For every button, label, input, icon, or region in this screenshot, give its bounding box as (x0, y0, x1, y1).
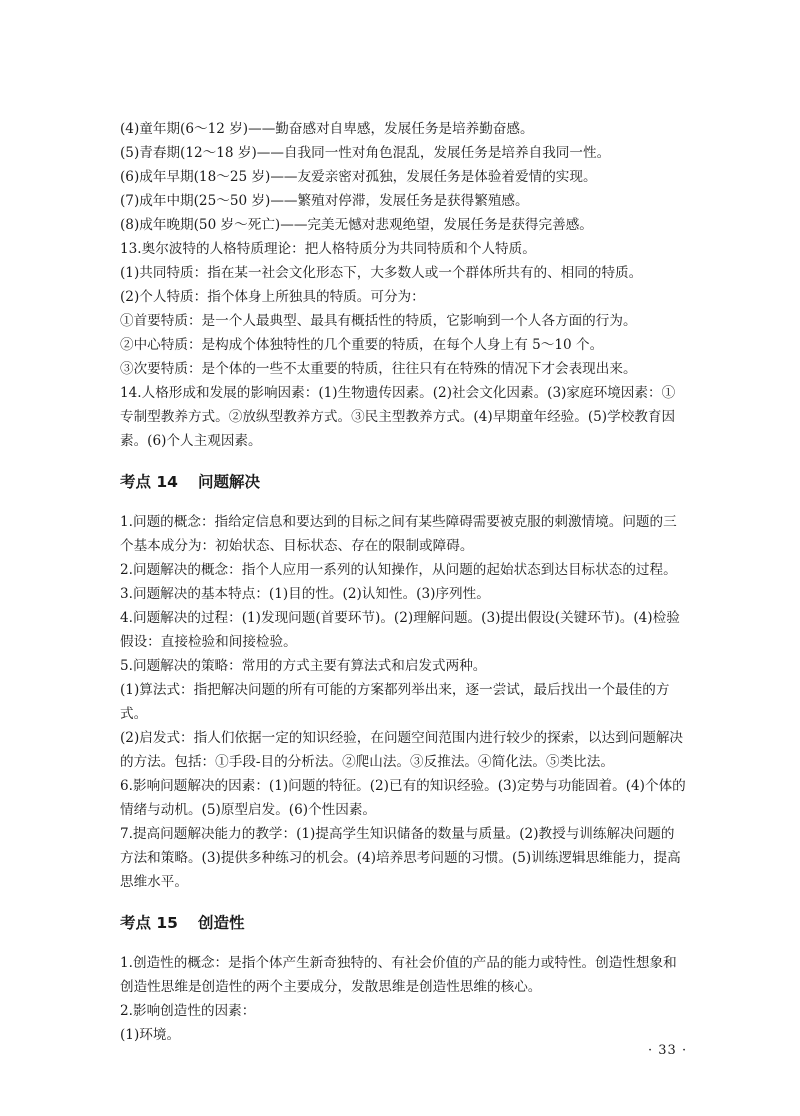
paragraph: 7.提高问题解决能力的教学：(1)提高学生知识储备的数量与质量。(2)教授与训练解决问题的方法和策略。(3)提供多种练习的机会。(4)培养思考问题的习惯。(5)训练逻辑思维能力，提高思维水平。 (120, 826, 681, 890)
section-label: 考点 15 (120, 914, 178, 932)
section-label: 考点 14 (120, 473, 178, 491)
section-title: 创造性 (197, 914, 245, 932)
paragraph: (2)个人特质：指个体身上所独具的特质。可分为： (120, 289, 425, 305)
section-heading-15 (120, 911, 687, 935)
paragraph: 6.影响问题解决的因素：(1)问题的特征。(2)已有的知识经验。(3)定势与功能固着。(4)个体的情绪与动机。(5)原型启发。(6)个性因素。 (120, 778, 686, 818)
paragraph: (7)成年中期(25～50 岁)——繁殖对停滞，发展任务是获得繁殖感。 (120, 193, 529, 209)
paragraph: 4.问题解决的过程：(1)发现问题(首要环节)。(2)理解问题。(3)提出假设(关键环节)。(4)检验假设：直接检验和间接检验。 (120, 610, 680, 650)
paragraph: ②中心特质：是构成个体独特性的几个重要的特质，在每个人身上有 5～10 个。 (120, 337, 604, 353)
paragraph: 14.人格形成和发展的影响因素：(1)生物遗传因素。(2)社会文化因素。(3)家庭环境因素：①专制型教养方式。②放纵型教养方式。③民主型教养方式。(4)早期童年经验。(5)学校教育因素。(6)个人主观因素。 (120, 385, 676, 449)
paragraph: 1.创造性的概念：是指个体产生新奇独特的、有社会价值的产品的能力或特性。创造性想象和创造性思维是创造性的两个主要成分，发散思维是创造性思维的核心。 (120, 955, 677, 995)
paragraph: (6)成年早期(18～25 岁)——友爱亲密对孤独，发展任务是体验着爱情的实现。 (120, 169, 597, 185)
paragraph: 2.问题解决的概念：指个人应用一系列的认知操作，从问题的起始状态到达目标状态的过程。 (120, 562, 677, 578)
paragraph: 13.奥尔波特的人格特质理论：把人格特质分为共同特质和个人特质。 (120, 241, 536, 257)
paragraph: (4)童年期(6～12 岁)——勤奋感对自卑感，发展任务是培养勤奋感。 (120, 121, 534, 137)
paragraph: 3.问题解决的基本特点：(1)目的性。(2)认知性。(3)序列性。 (120, 586, 490, 602)
paragraph: (2)启发式：指人们依据一定的知识经验，在问题空间范围内进行较少的探索，以达到问题解决的方法。包括：①手段-目的分析法。②爬山法。③反推法。④简化法。⑤类比法。 (120, 730, 684, 770)
page-content (120, 117, 687, 1047)
paragraph: (1)算法式：指把解决问题的所有可能的方案都列举出来，逐一尝试，最后找出一个最佳的方式。 (120, 682, 670, 722)
paragraph: (8)成年晚期(50 岁～死亡)——完美无憾对悲观绝望，发展任务是获得完善感。 (120, 217, 593, 233)
paragraph: ③次要特质：是个体的一些不太重要的特质，往往只有在特殊的情况下才会表现出来。 (120, 361, 637, 377)
page-number: · 33 · (648, 1043, 688, 1058)
paragraph: (1)共同特质：指在某一社会文化形态下，大多数人或一个群体所共有的、相同的特质。 (120, 265, 643, 281)
section-title: 问题解决 (197, 473, 260, 491)
paragraph: ①首要特质：是一个人最典型、最具有概括性的特质，它影响到一个人各方面的行为。 (120, 313, 637, 329)
paragraph: 5.问题解决的策略：常用的方式主要有算法式和启发式两种。 (120, 658, 487, 674)
paragraph: 1.问题的概念：指给定信息和要达到的目标之间有某些障碍需要被克服的刺激情境。问题的三个基本成分为：初始状态、目标状态、存在的限制或障碍。 (120, 514, 677, 554)
paragraph: (1)环境。 (120, 1027, 181, 1043)
section-heading-14 (120, 470, 687, 494)
paragraph: (5)青春期(12～18 岁)——自我同一性对角色混乱，发展任务是培养自我同一性。 (120, 145, 611, 161)
paragraph: 2.影响创造性的因素： (120, 1003, 256, 1019)
